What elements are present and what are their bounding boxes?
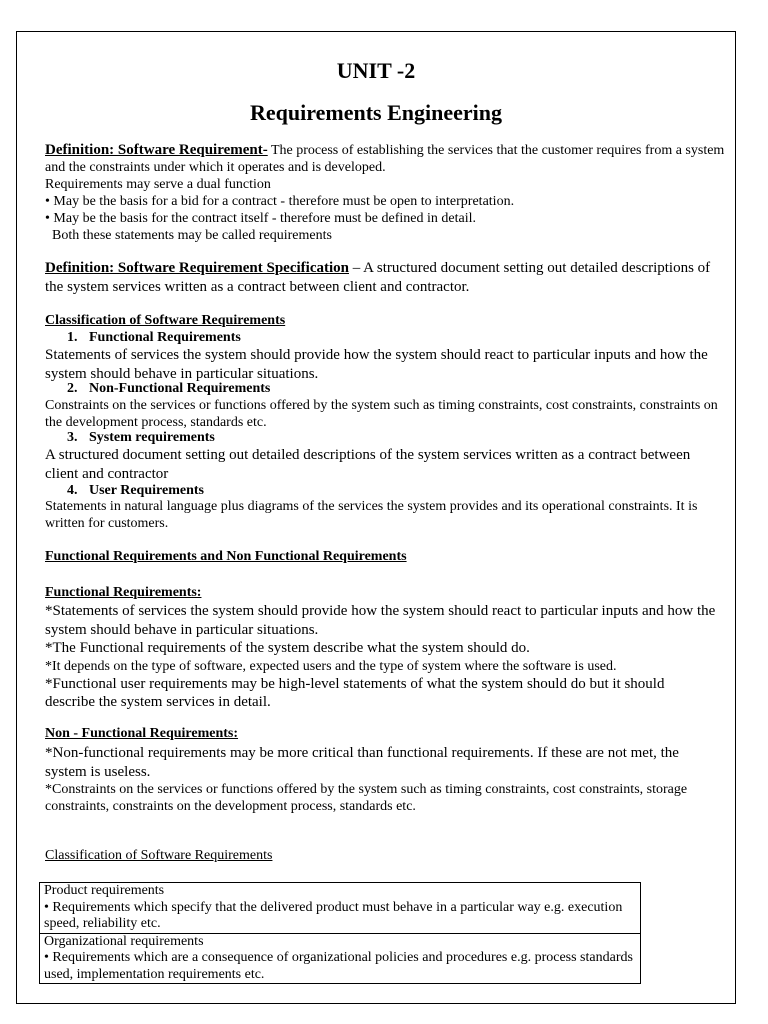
definition1-bullet2: • May be the basis for the contract itself - therefore must be defined in detail. — [45, 211, 476, 226]
functional-heading: Functional Requirements: — [45, 585, 202, 600]
table-row-line2: used, implementation requirements etc. — [44, 966, 265, 982]
nonfunctional-l1: *Non-functional requirements may be more critical than functional requirements. If these are not met, the — [45, 745, 679, 761]
definition-srs — [45, 259, 725, 296]
table-row-line1: • Requirements which specify that the delivered product must behave in a particular way e.g. execution — [44, 899, 623, 915]
nonfunctional-heading: Non - Functional Requirements: — [45, 726, 239, 741]
table-row — [40, 883, 640, 933]
functional-body — [45, 602, 725, 712]
definition1-text1: The process of establishing the services that the customer requires from a system — [267, 143, 725, 158]
table-row — [40, 933, 640, 984]
nonfunctional-l3: *Constraints on the services or functions offered by the system such as timing constraints, cost constraints, storage — [45, 782, 688, 797]
classification-heading: Classification of Software Requirements — [45, 313, 286, 328]
classification-item-4-desc: Statements in natural language plus diagrams of the services the system provides and its operational constraints. It is written for customers. — [45, 499, 698, 531]
unit-title: UNIT -2 — [336, 58, 416, 83]
table-row-line1: • Requirements which are a consequence of organizational policies and procedures e.g. process standards — [44, 950, 633, 965]
functional-l1: *Statements of services the system should provide how the system should react to particular inputs and how the — [45, 603, 716, 619]
classification2-heading: Classification of Software Requirements — [45, 848, 273, 863]
functional-l2: system should behave in particular situations. — [45, 621, 319, 638]
definition2-text1: – A structured document setting out detailed descriptions of — [349, 260, 711, 276]
definition1-bullet1: • May be the basis for a bid for a contract - therefore must be open to interpretation. — [45, 194, 515, 209]
nonfunctional-l2: system is useless. — [45, 763, 151, 780]
table-row-line2: speed, reliability etc. — [44, 916, 161, 931]
classification-item-2-desc: Constraints on the services or functions offered by the system such as timing constraints, cost constraints, constraints on the development process, standards etc. — [45, 398, 718, 430]
definition1-line3: Requirements may serve a dual function — [45, 177, 271, 192]
classification-item-1-desc: Statements of services the system should provide how the system should react to particular inputs and how the system should behave in particular situations. — [45, 347, 708, 382]
functional-l5: *Functional user requirements may be high-level statements of what the system should do but it should — [45, 675, 665, 692]
classification-item-4-label: 4. User Requirements — [67, 483, 204, 498]
classification-item-1-label: 1. Functional Requirements — [67, 330, 241, 345]
document-page — [16, 31, 736, 1004]
table-row-title: Organizational requirements — [44, 933, 204, 949]
functional-l6: describe the system services in detail. — [45, 694, 271, 710]
functional-l4: *It depends on the type of software, expected users and the type of system where the software is used. — [45, 658, 617, 674]
definition2-heading: Definition: Software Requirement Specification — [45, 260, 349, 276]
classification-item-2-label: 2. Non-Functional Requirements — [67, 381, 271, 396]
definition1-line6: Both these statements may be called requirements — [45, 228, 332, 243]
page-title: Requirements Engineering — [250, 100, 502, 125]
nonfunctional-l4: constraints, constraints on the development process, standards etc. — [45, 799, 416, 814]
classification-item-3-desc: A structured document setting out detailed descriptions of the system services written as a contract between client and contractor — [45, 447, 691, 482]
definition2-text2: the system services written as a contract between client and contractor. — [45, 278, 470, 295]
definition1-heading: Definition: Software Requirement- — [45, 142, 268, 158]
classification-item-3-label: 3. System requirements — [67, 430, 215, 445]
requirements-table — [39, 882, 641, 984]
table-row-title: Product requirements — [44, 883, 165, 898]
fr-nfr-heading: Functional Requirements and Non Functional Requirements — [45, 549, 407, 564]
nonfunctional-body — [45, 744, 725, 815]
definition1-text2: and the constraints under which it operates and is developed. — [45, 160, 386, 175]
definition-software-requirement — [45, 142, 725, 244]
functional-l3: *The Functional requirements of the system describe what the system should do. — [45, 640, 530, 656]
